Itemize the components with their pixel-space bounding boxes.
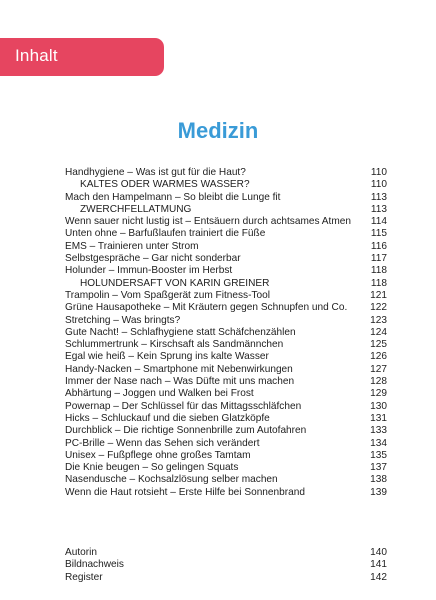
toc-entry <box>65 413 387 425</box>
entry-title: Bildnachweis <box>65 559 124 571</box>
toc-entry <box>65 376 387 388</box>
entry-title: PC-Brille – Wenn das Sehen sich verändert <box>65 437 260 449</box>
toc-entry <box>65 253 387 265</box>
toc-entry <box>65 339 387 351</box>
page-number: 110 <box>370 167 387 178</box>
page-number: 113 <box>370 191 387 203</box>
page-number: 142 <box>370 571 387 583</box>
entry-title: Egal wie heiß – Kein Sprung ins kalte Wasser <box>65 351 269 363</box>
entry-title: Stretching – Was bringts? <box>65 314 181 326</box>
entry-title: Register <box>65 571 103 583</box>
chapter-tab <box>0 38 164 76</box>
entry-title: HOLUNDERSAFT VON KARIN GREINER <box>80 277 270 289</box>
toc-entry <box>65 364 387 376</box>
entry-title: Selbstgespräche – Gar nicht sonderbar <box>65 253 241 265</box>
entry-title: Handhygiene – Was ist gut für die Haut? <box>65 167 246 178</box>
entry-title: Die Knie beugen – So gelingen Squats <box>65 462 239 474</box>
page-number: 129 <box>370 388 387 400</box>
toc-entry <box>65 167 387 179</box>
toc-subentry <box>65 278 387 290</box>
entry-title: Mach den Hampelmann – So bleibt die Lunge fit <box>65 191 281 203</box>
entry-title: Powernap – Der Schlüssel für das Mittagsschläfchen <box>65 400 302 412</box>
toc-entry <box>65 388 387 400</box>
toc-list <box>65 167 387 499</box>
page-number: 123 <box>370 314 387 326</box>
entry-title: Wenn sauer nicht lustig ist – Entsäuern durch achtsames Atmen <box>65 216 351 228</box>
toc-entry <box>65 327 387 339</box>
page-number: 115 <box>370 228 387 240</box>
toc-entry <box>65 438 387 450</box>
entry-title: Gute Nacht! – Schlafhygiene statt Schäfchenzählen <box>65 326 296 338</box>
toc-entry <box>65 290 387 302</box>
back-matter-list <box>65 546 387 583</box>
entry-title: Trampolin – Vom Spaßgerät zum Fitness-Tool <box>65 289 270 301</box>
page-number: 125 <box>370 339 387 351</box>
page-number: 124 <box>370 326 387 338</box>
entry-title: Handy-Nacken – Smartphone mit Nebenwirkungen <box>65 363 293 375</box>
back-matter-entry <box>65 571 387 583</box>
page-number: 121 <box>370 289 387 301</box>
section-title: Medizin <box>177 118 259 143</box>
entry-title: KALTES ODER WARMES WASSER? <box>80 179 250 191</box>
entry-title: Nasendusche – Kochsalzlösung selber machen <box>65 474 278 486</box>
page-number: 114 <box>370 216 387 228</box>
back-matter-entry <box>65 558 387 570</box>
page-number: 135 <box>370 449 387 461</box>
toc-entry <box>65 401 387 413</box>
page-number: 122 <box>370 302 387 314</box>
page-number: 116 <box>370 240 387 252</box>
entry-title: Grüne Hausapotheke – Mit Kräutern gegen Schnupfen und Co. <box>65 302 348 314</box>
page-number: 130 <box>370 400 387 412</box>
entry-title: Schlummertrunk – Kirschsaft als Sandmännchen <box>65 339 284 351</box>
page-number: 133 <box>370 425 387 437</box>
toc-entry <box>65 474 387 486</box>
entry-title: Unten ohne – Barfußlaufen trainiert die Füße <box>65 228 266 240</box>
entry-title: Hicks – Schluckauf und die sieben Glatzköpfe <box>65 412 270 424</box>
toc-entry <box>65 265 387 277</box>
toc-entry <box>65 351 387 363</box>
toc-entry <box>65 487 387 499</box>
page-number: 118 <box>370 265 387 277</box>
page-number: 117 <box>370 253 387 265</box>
entry-title: Abhärtung – Joggen und Walken bei Frost <box>65 388 254 400</box>
toc-subentry <box>65 179 387 191</box>
toc-entry <box>65 462 387 474</box>
page-number: 118 <box>370 277 387 289</box>
back-matter-entry <box>65 546 387 558</box>
page-number: 138 <box>370 474 387 486</box>
page-number: 127 <box>370 363 387 375</box>
page-number: 110 <box>370 179 387 191</box>
toc-subentry <box>65 204 387 216</box>
page-number: 113 <box>370 203 387 215</box>
toc-entry <box>65 241 387 253</box>
page-number: 139 <box>370 486 387 498</box>
toc-entry <box>65 228 387 240</box>
toc-entry <box>65 450 387 462</box>
toc-entry <box>65 315 387 327</box>
toc-entry <box>65 216 387 228</box>
page-number: 126 <box>370 351 387 363</box>
page-number: 134 <box>370 437 387 449</box>
chapter-tab-label: Inhalt <box>15 46 58 65</box>
toc-entry <box>65 302 387 314</box>
entry-title: Durchblick – Die richtige Sonnenbrille zum Autofahren <box>65 425 307 437</box>
entry-title: Unisex – Fußpflege ohne großes Tamtam <box>65 449 251 461</box>
page-number: 141 <box>370 559 387 571</box>
toc-entry <box>65 192 387 204</box>
entry-title: Immer der Nase nach – Was Düfte mit uns machen <box>65 376 295 388</box>
entry-title: Autorin <box>65 547 97 558</box>
entry-title: ZWERCHFELLATMUNG <box>80 203 192 215</box>
entry-title: Wenn die Haut rotsieht – Erste Hilfe bei Sonnenbrand <box>65 486 305 498</box>
page-number: 140 <box>370 547 387 558</box>
entry-title: Holunder – Immun-Booster im Herbst <box>65 265 233 277</box>
page-number: 137 <box>370 462 387 474</box>
page-number: 131 <box>370 412 387 424</box>
toc-entry <box>65 425 387 437</box>
entry-title: EMS – Trainieren unter Strom <box>65 240 199 252</box>
page-number: 128 <box>370 376 387 388</box>
